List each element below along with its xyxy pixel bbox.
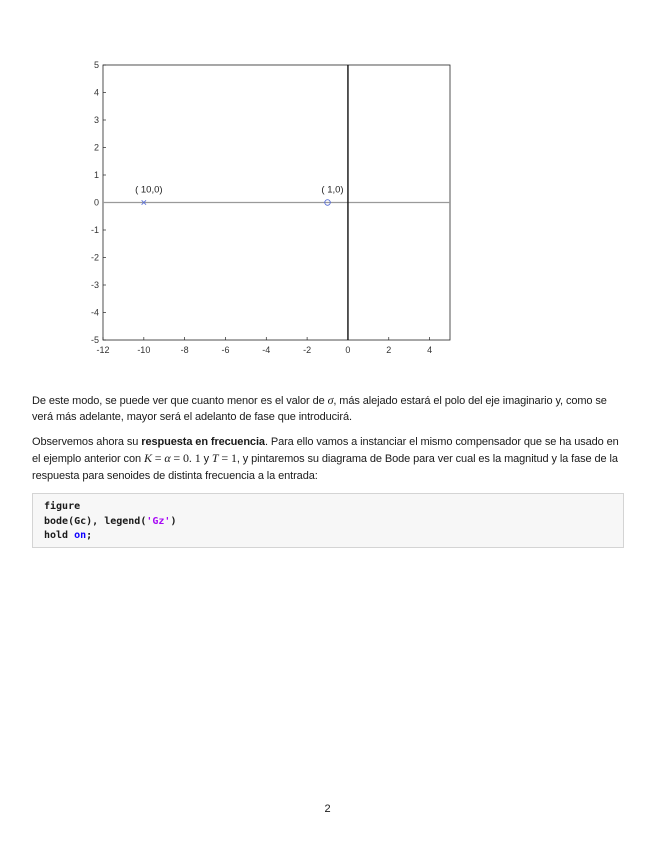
bold-frequency-response: respuesta en frecuencia (141, 436, 265, 448)
x-tick-label: -12 (96, 345, 110, 355)
y-tick-label: 0 (93, 197, 99, 208)
equals-1: = (151, 451, 165, 466)
code-block[interactable] (32, 493, 624, 548)
paragraph-frequency (32, 434, 628, 484)
alpha-value: = 0. 1 (170, 451, 201, 466)
x-tick-label: 0 (345, 345, 351, 355)
t-variable: T (211, 451, 219, 466)
paragraph-sigma (32, 392, 628, 426)
sigma-symbol: σ (327, 393, 334, 407)
annotation-label: ( 1,0) (321, 184, 344, 196)
pole-zero-plot (84, 56, 464, 356)
y-tick-label: 1 (93, 170, 99, 180)
code-close-paren: ) (170, 515, 177, 527)
paragraph2-text-d: , y pintaremos su diagrama de Bode para ver cual es la magnitud y la fase de la respuesta para senoides de distinta frecuencia a la entrada: (32, 453, 618, 482)
y-tick-label: -1 (90, 225, 99, 235)
y-tick-label: -2 (90, 252, 99, 263)
page-number: 2 (324, 803, 331, 815)
y-tick-label: 4 (93, 87, 99, 98)
x-tick-label: -10 (137, 345, 151, 355)
code-string-literal: 'Gz' (146, 515, 171, 527)
paragraph2-text-c: y (200, 453, 212, 466)
y-tick-label: 5 (93, 60, 99, 70)
k-variable: K (143, 451, 152, 466)
y-tick-label: -5 (90, 335, 99, 345)
paragraph2-text-b: . Para ello vamos a instanciar el mismo compensador que se ha usado en el ejemplo anterior con (32, 436, 619, 466)
paragraph1-text-a: De este modo, se puede ver que cuanto menor es el valor de (32, 395, 328, 407)
code-hold: hold (44, 530, 75, 541)
x-tick-label: -8 (180, 345, 189, 355)
y-tick-label: -4 (90, 307, 99, 318)
code-keyword-on: on (74, 530, 87, 541)
code-bode-call: bode(Gc), legend( (44, 515, 147, 527)
code-line-2 (44, 515, 612, 530)
y-tick-label: -3 (90, 280, 99, 290)
x-tick-label: -6 (221, 345, 230, 355)
code-semicolon: ; (86, 530, 93, 541)
t-value: = 1 (218, 451, 237, 466)
code-line-3 (44, 529, 612, 544)
x-tick-label: -4 (262, 345, 271, 355)
x-tick-label: -2 (303, 345, 312, 355)
code-figure: figure (44, 501, 81, 512)
annotation-label: ( 10,0) (135, 184, 163, 196)
axes (103, 65, 450, 340)
paragraph1-text-b: , más alejado estará el polo del eje imaginario y, como se verá más adelante, mayor será el adelanto de fase que introducirá. (32, 395, 607, 424)
y-tick-label: 3 (93, 115, 99, 125)
y-tick-label: 2 (93, 142, 99, 153)
code-line-1 (44, 500, 612, 515)
x-tick-label: 2 (386, 345, 392, 355)
x-tick-label: 4 (427, 345, 433, 355)
paragraph2-text-a: Observemos ahora su (32, 436, 142, 448)
alpha-variable: α (164, 451, 171, 466)
